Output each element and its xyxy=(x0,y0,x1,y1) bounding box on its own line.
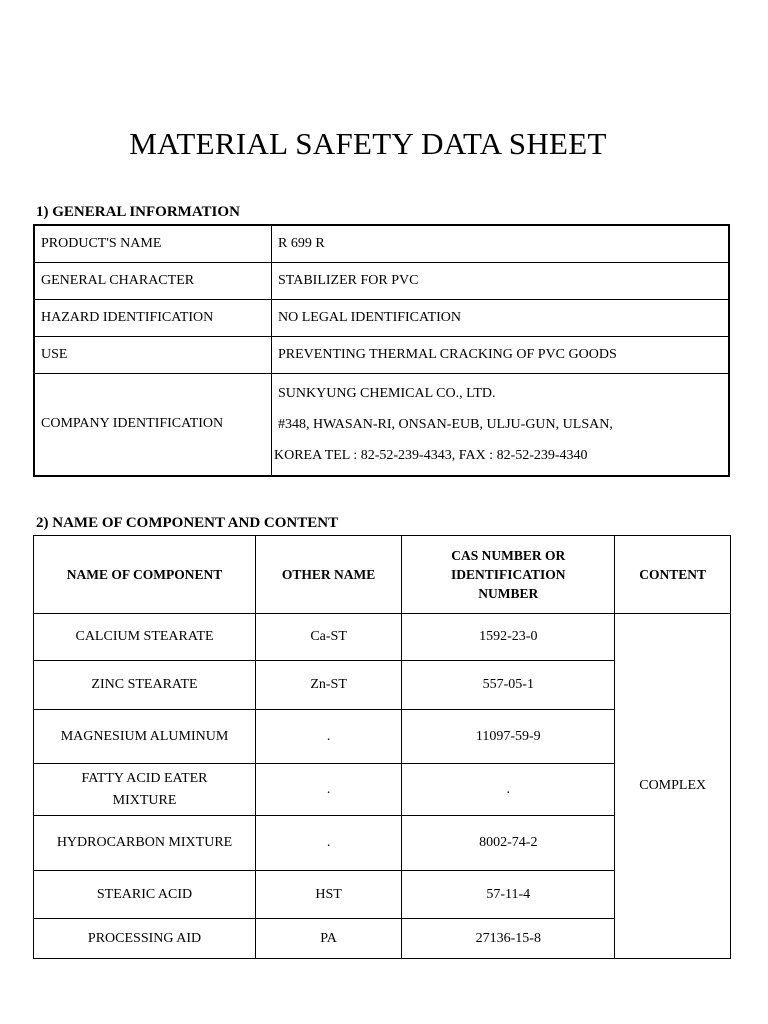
table-row xyxy=(34,225,729,262)
component-name: HYDROCARBON MIXTURE xyxy=(34,816,256,871)
component-other-name: Ca-ST xyxy=(256,614,402,661)
component-name: PROCESSING AID xyxy=(34,919,256,959)
component-other-name: . xyxy=(256,816,402,871)
component-other-name: . xyxy=(256,764,402,816)
component-name: STEARIC ACID xyxy=(34,871,256,919)
row-label: PRODUCT'S NAME xyxy=(34,225,272,262)
component-other-name: PA xyxy=(256,919,402,959)
section-1-heading: 1) GENERAL INFORMATION xyxy=(36,204,240,220)
components-table xyxy=(33,535,731,959)
header-cas-line: CAS NUMBER OR xyxy=(451,548,566,563)
general-information-table xyxy=(33,224,730,477)
section-2-heading: 2) NAME OF COMPONENT AND CONTENT xyxy=(36,515,339,531)
header-other-name: OTHER NAME xyxy=(256,536,402,614)
component-other-name: HST xyxy=(256,871,402,919)
document-title: MATERIAL SAFETY DATA SHEET xyxy=(129,126,607,161)
component-cas: . xyxy=(402,764,615,816)
table-row xyxy=(34,336,729,373)
header-content: CONTENT xyxy=(615,536,731,614)
component-cas: 11097-59-9 xyxy=(402,710,615,764)
row-value: R 699 R xyxy=(272,225,730,262)
row-label: USE xyxy=(34,336,272,373)
content-value: COMPLEX xyxy=(615,614,731,959)
component-cas: 557-05-1 xyxy=(402,661,615,710)
component-name xyxy=(34,764,256,816)
component-cas: 8002-74-2 xyxy=(402,816,615,871)
component-name: ZINC STEARATE xyxy=(34,661,256,710)
row-label: HAZARD IDENTIFICATION xyxy=(34,299,272,336)
table-row xyxy=(34,299,729,336)
company-details xyxy=(272,373,730,476)
company-address: #348, HWASAN-RI, ONSAN-EUB, ULJU-GUN, ULSAN, xyxy=(278,416,613,432)
component-other-name: Zn-ST xyxy=(256,661,402,710)
component-cas: 1592-23-0 xyxy=(402,614,615,661)
component-name-line: MIXTURE xyxy=(112,792,177,808)
company-label: COMPANY IDENTIFICATION xyxy=(34,373,272,476)
header-cas-line: IDENTIFICATION xyxy=(451,567,566,582)
row-value: PREVENTING THERMAL CRACKING OF PVC GOODS xyxy=(272,336,730,373)
row-value: STABILIZER FOR PVC xyxy=(272,262,730,299)
header-name-of-component: NAME OF COMPONENT xyxy=(34,536,256,614)
component-cas: 27136-15-8 xyxy=(402,919,615,959)
header-cas-number xyxy=(402,536,615,614)
table-row xyxy=(34,262,729,299)
table-row xyxy=(34,614,731,661)
row-label: GENERAL CHARACTER xyxy=(34,262,272,299)
company-contact: KOREA TEL : 82-52-239-4343, FAX : 82-52-239-4340 xyxy=(274,447,588,463)
component-name: CALCIUM STEARATE xyxy=(34,614,256,661)
row-value: NO LEGAL IDENTIFICATION xyxy=(272,299,730,336)
component-name: MAGNESIUM ALUMINUM xyxy=(34,710,256,764)
header-cas-line: NUMBER xyxy=(478,586,539,601)
component-name-line: FATTY ACID EATER xyxy=(81,770,208,786)
company-row xyxy=(34,373,729,476)
component-cas: 57-11-4 xyxy=(402,871,615,919)
company-name: SUNKYUNG CHEMICAL CO., LTD. xyxy=(278,385,496,401)
component-other-name: . xyxy=(256,710,402,764)
header-row xyxy=(34,536,731,614)
